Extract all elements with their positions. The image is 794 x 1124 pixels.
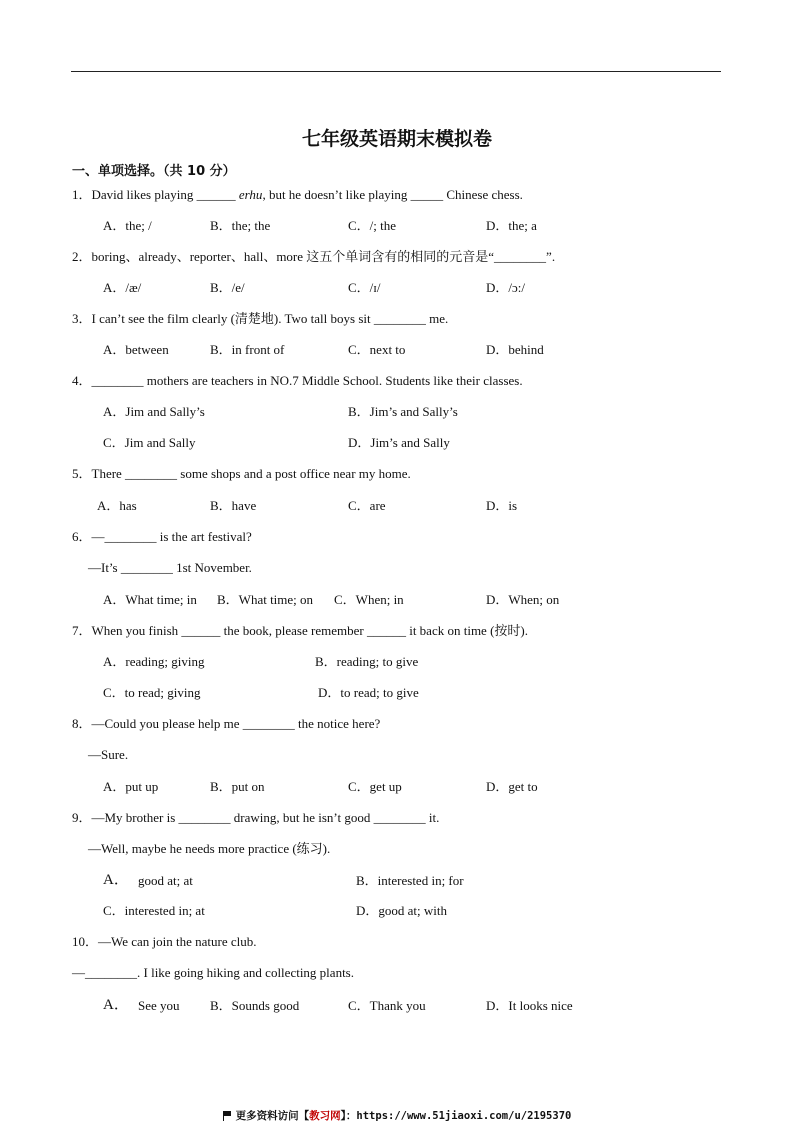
- q10-option-a-letter: A．: [103, 997, 129, 1013]
- q8-option-b: B．put on: [210, 779, 265, 794]
- q7-option-a: A．reading; giving: [103, 654, 205, 669]
- q4-option-a: A．Jim and Sally’s: [103, 404, 205, 419]
- q8-option-a: A．put up: [103, 779, 159, 794]
- q6-option-a: A．What time; in: [103, 592, 197, 607]
- question-1: [72, 186, 523, 204]
- question-3: 3．I can’t see the film clearly (清楚地). Two tall boys sit ________ me.: [72, 311, 449, 326]
- q8-option-c: C．get up: [348, 779, 402, 794]
- q4-option-d: D．Jim’s and Sally: [348, 435, 450, 450]
- question-8-reply: —Sure.: [88, 747, 129, 762]
- q7-option-b: B．reading; to give: [315, 654, 419, 669]
- flag-icon: [223, 1111, 232, 1120]
- question-10-reply: —________. I like going hiking and collecting plants.: [72, 965, 354, 980]
- question-6: 6．—________ is the art festival?: [72, 529, 252, 544]
- q9-option-a: good at; at: [138, 873, 193, 888]
- q1-option-a: A．the; /: [103, 218, 152, 233]
- question-7: 7．When you finish ______ the book, please remember ______ it back on time (按时).: [72, 623, 528, 638]
- q2-option-d: D．/ɔ:/: [486, 280, 525, 295]
- q10-option-a: See you: [138, 998, 180, 1013]
- q5-option-d: D．is: [486, 498, 518, 513]
- q7-option-d: D．to read; to give: [318, 685, 419, 700]
- q1-option-d: D．the; a: [486, 218, 537, 233]
- question-10: 10．—We can join the nature club.: [72, 934, 257, 949]
- header-rule: [71, 71, 721, 72]
- q9-option-d: D．good at; with: [356, 903, 447, 918]
- question-1-text: 1．David likes playing ______: [72, 187, 239, 202]
- q7-option-c: C．to read; giving: [103, 685, 201, 700]
- question-5: 5．There ________ some shops and a post office near my home.: [72, 466, 411, 481]
- footer-brand: 教习网: [309, 1110, 341, 1122]
- footer-url[interactable]: https://www.51jiaoxi.com/u/2195370: [356, 1110, 572, 1122]
- section-heading: 一、单项选择。（共 10 分）: [72, 164, 236, 179]
- q5-option-b: B．have: [210, 498, 257, 513]
- q10-option-d: D．It looks nice: [486, 998, 573, 1013]
- q8-option-d: D．get to: [486, 779, 538, 794]
- q1-option-c: C．/; the: [348, 218, 397, 233]
- q2-option-b: B．/e/: [210, 280, 245, 295]
- q1-option-b: B．the; the: [210, 218, 271, 233]
- q6-option-b: B．What time; on: [217, 592, 314, 607]
- q5-option-a: A．has: [97, 498, 137, 513]
- q10-option-c: C．Thank you: [348, 998, 426, 1013]
- q6-option-c: C．When; in: [334, 592, 404, 607]
- question-1-text-end: , but he doesn’t like playing _____ Chinese chess.: [262, 187, 523, 202]
- q9-option-b: B．interested in; for: [356, 873, 464, 888]
- question-2: 2．boring、already、reporter、hall、more 这五个单词含有的相同的元音是“________”.: [72, 249, 556, 264]
- q2-option-c: C．/ɪ/: [348, 280, 381, 295]
- question-4: 4．________ mothers are teachers in NO.7 Middle School. Students like their classes.: [72, 373, 523, 388]
- q9-option-a-letter: A．: [103, 872, 129, 888]
- question-9-reply: —Well, maybe he needs more practice (练习).: [88, 841, 331, 856]
- q2-option-a: A．/æ/: [103, 280, 142, 295]
- q3-option-c: C．next to: [348, 342, 406, 357]
- q3-option-d: D．behind: [486, 342, 544, 357]
- q3-option-b: B．in front of: [210, 342, 285, 357]
- footer-link[interactable]: [0, 1108, 794, 1123]
- footer-mid: 】：: [340, 1110, 357, 1122]
- q3-option-a: A．between: [103, 342, 169, 357]
- q10-option-b: B．Sounds good: [210, 998, 300, 1013]
- q4-option-c: C．Jim and Sally: [103, 435, 196, 450]
- q4-option-b: B．Jim’s and Sally’s: [348, 404, 458, 419]
- q6-option-d: D．When; on: [486, 592, 560, 607]
- q9-option-c: C．interested in; at: [103, 903, 205, 918]
- question-6-reply: —It’s ________ 1st November.: [88, 560, 252, 575]
- question-8: 8．—Could you please help me ________ the notice here?: [72, 716, 381, 731]
- question-1-emphasis: erhu: [238, 187, 263, 202]
- page-title: 七年级英语期末模拟卷: [301, 128, 492, 150]
- q5-option-c: C．are: [348, 498, 386, 513]
- footer-prefix: 更多资料访问【: [235, 1110, 310, 1122]
- question-9: 9．—My brother is ________ drawing, but he isn’t good ________ it.: [72, 810, 440, 825]
